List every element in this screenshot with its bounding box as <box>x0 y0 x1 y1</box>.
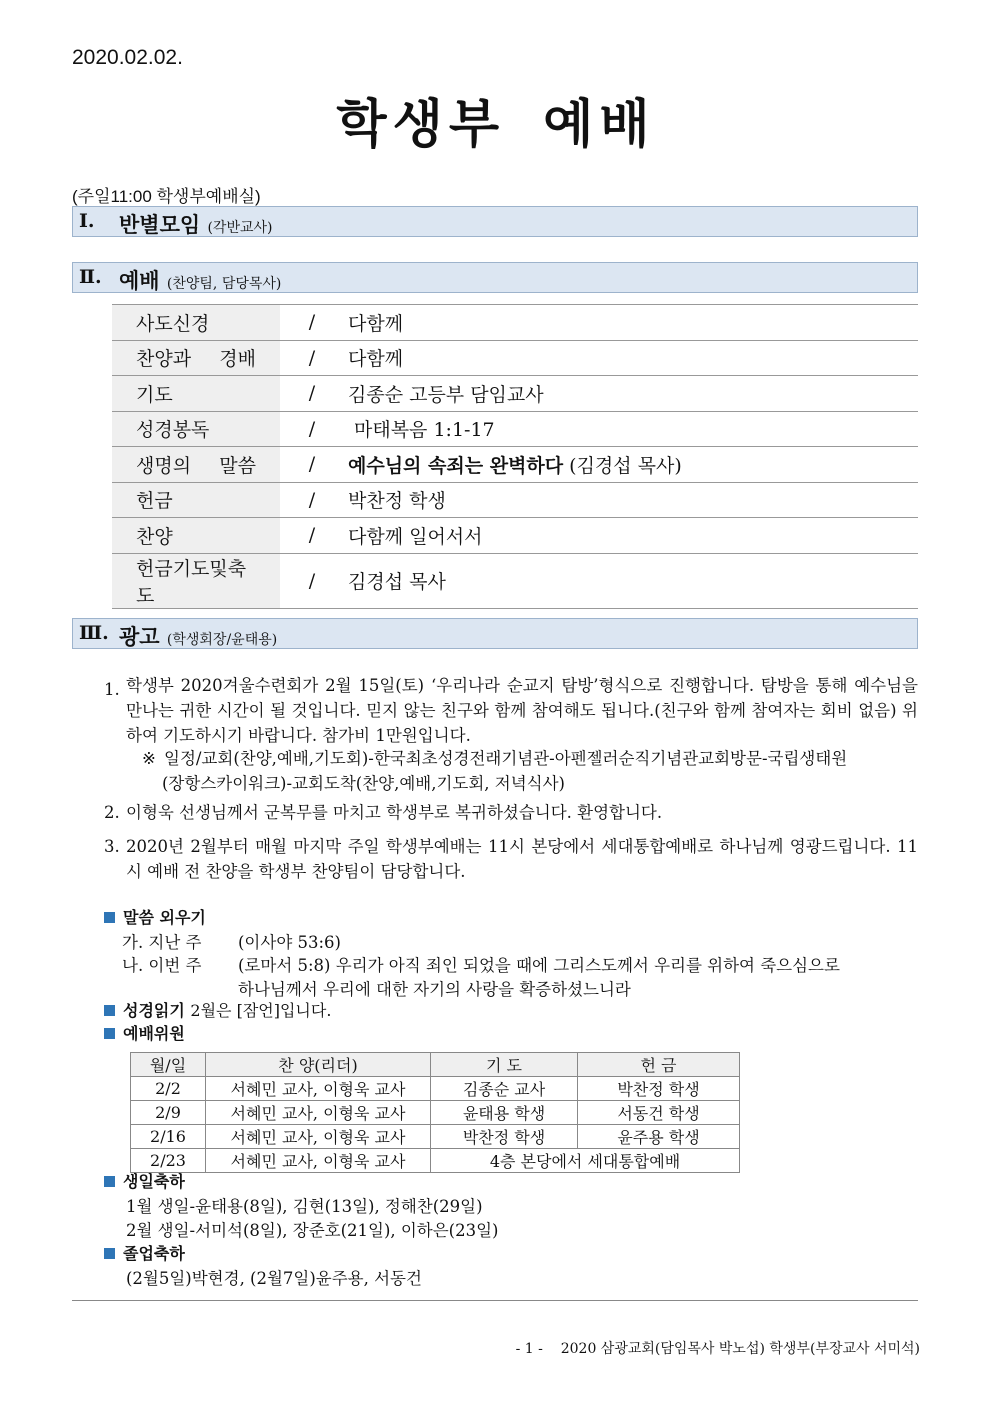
table-row: 2/9 서혜민 교사, 이형욱 교사 윤태용 학생 서동건 학생 <box>131 1101 740 1125</box>
reading-text: 2월은 [잠언]입니다. <box>190 1001 332 1020</box>
table-row: 사도신경 / 다함께 <box>112 305 918 341</box>
section-number: Ⅲ. <box>79 622 109 644</box>
memory-this-label: 나. 이번 주 <box>122 956 202 975</box>
schedule-line-2: (장항스카이워크)-교회도착(찬양,예배,기도회, 저녁식사) <box>162 774 565 793</box>
table-header-row: 월/일 찬 양(리더) 기 도 헌 금 <box>131 1053 740 1077</box>
graduation-heading: 졸업축하 <box>104 1241 185 1264</box>
table-row: 생명의 말씀 / 예수님의 속죄는 완벽하다 (김경섭 목사) <box>112 447 918 483</box>
memory-heading: 말씀 외우기 <box>104 905 206 928</box>
schedule-line-1: 일정/교회(찬양,예배,기도회)-한국최초성경전래기념관-아펜젤러순직기념관교회방문-국립생태원 <box>164 749 848 768</box>
worship-order-table <box>112 304 918 609</box>
footer <box>516 1338 920 1358</box>
schedule-mark: ※ <box>142 749 156 768</box>
section-title: 반별모임 (각반교사) <box>119 212 273 237</box>
section-number: Ⅱ. <box>79 266 102 288</box>
memory-last-verse: (이사야 53:6) <box>238 933 341 952</box>
page-title: 학생부 예배 <box>336 95 656 155</box>
section-title: 광고 (학생회장/윤태용) <box>119 624 278 649</box>
duty-heading: 예배위원 <box>104 1021 185 1044</box>
section-header-worship <box>72 262 918 293</box>
square-bullet-icon <box>104 1028 115 1039</box>
section-header-announcements <box>72 618 918 649</box>
table-row: 기도 / 김종순 고등부 담임교사 <box>112 376 918 412</box>
square-bullet-icon <box>104 1005 115 1016</box>
memory-this-verse: (로마서 5:8) 우리가 아직 죄인 되었을 때에 그리스도께서 우리를 위하여 죽으심으로 <box>238 956 840 975</box>
sermon-title: 예수님의 속죄는 완벽하다 <box>348 454 564 477</box>
table-row: 2/2 서혜민 교사, 이형욱 교사 김종순 교사 박찬정 학생 <box>131 1077 740 1101</box>
section-title: 예배 (찬양팀, 담당목사) <box>119 268 282 293</box>
table-row: 찬양 / 다함께 일어서서 <box>112 518 918 554</box>
birthday-heading: 생일축하 <box>104 1169 185 1192</box>
preacher: (김경섭 목사) <box>563 454 682 477</box>
footer-divider <box>72 1300 918 1301</box>
square-bullet-icon <box>104 912 115 923</box>
square-bullet-icon <box>104 1176 115 1187</box>
section-header-class-meeting <box>72 206 918 237</box>
bulletin-date: 2020.02.02. <box>72 46 183 69</box>
birthday-january: 1월 생일-윤태용(8일), 김현(13일), 정해찬(29일) <box>126 1197 483 1216</box>
graduation-text: (2월5일)박현경, (2월7일)윤주용, 서동건 <box>126 1269 422 1288</box>
table-row: 헌금기도및축도 / 김경섭 목사 <box>112 553 918 608</box>
table-row: 2/23 서혜민 교사, 이형욱 교사 4층 본당에서 세대통합예배 <box>131 1149 740 1173</box>
footer-credit: 2020 삼광교회(담임목사 박노섭) 학생부(부장교사 서미석) <box>560 1341 920 1357</box>
table-row: 2/16 서혜민 교사, 이형욱 교사 박찬정 학생 윤주용 학생 <box>131 1125 740 1149</box>
reading-heading: 성경읽기 2월은 [잠언]입니다. <box>104 998 331 1021</box>
page-number: - 1 - <box>515 1341 543 1357</box>
table-row: 헌금 / 박찬정 학생 <box>112 482 918 518</box>
service-time-location: (주일11:00 학생부예배실) <box>72 187 261 206</box>
birthday-february: 2월 생일-서미석(8일), 장준호(21일), 이하은(23일) <box>126 1221 499 1240</box>
memory-last-label: 가. 지난 주 <box>122 933 202 952</box>
square-bullet-icon <box>104 1248 115 1259</box>
table-row: 찬양과 경배 / 다함께 <box>112 340 918 376</box>
table-row: 성경봉독 / 마태복음 1:1-17 <box>112 411 918 447</box>
section-number: Ⅰ. <box>79 210 95 232</box>
memory-this-verse-cont: 하나님께서 우리에 대한 자기의 사랑을 확증하셨느니라 <box>238 980 631 999</box>
duty-roster-table <box>130 1052 740 1173</box>
